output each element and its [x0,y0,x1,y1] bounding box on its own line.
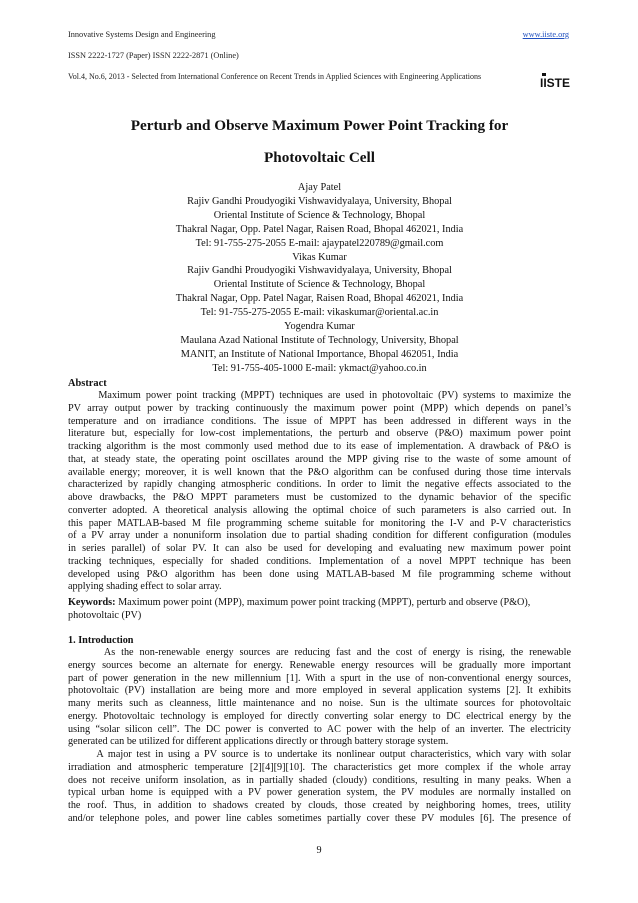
abstract-line: temperature and on irradiance conditions. The issue of MPPT has been addressed in different ways in the [68,415,571,427]
abstract-heading: Abstract [68,378,107,389]
author-line: Rajiv Gandhi Proudyogiki Vishwavidyalaya, University, Bhopal [187,195,452,207]
intro-line: photovoltaic (PV) installation are being more and more employed in several application systems [2]. It exhibits [68,685,571,697]
intro-line: energy. Photovoltaic technology is employed for directly converting solar energy to DC electrical energy by the [68,710,571,722]
abstract-line: tracking algorithm is the most commonly used method due to its ease of implementation. A drawback of P&O is [68,441,571,452]
abstract-line: available energy; moreover, it is well known that the P&O algorithm can be confused during those time intervals [68,466,571,478]
introduction-body [68,647,571,826]
abstract-line: tracking techniques, especially for shaded conditions. Implementation of a novel MPPT technique has been [68,555,571,567]
introduction-heading: 1. Introduction [68,635,134,646]
intro-line: many merits such as cleanness, little maintenance and no noise. Sun is the ultimate sources for photovoltaic [68,698,571,709]
abstract-line: Maximum power point tracking (MPPT) techniques are used in photovoltaic (PV) systems to maximize the [68,390,571,401]
abstract-line: above drawbacks, the P&O MPPT parameters must be customized to the dynamic behavior of the specific [68,492,571,503]
author-block [68,181,571,376]
intro-line: does not receive uniform insolation, as in partially shaded (cloudy) conditions, resulting in many peaks. When a [68,774,571,786]
paper-title-line-1: Perturb and Observe Maximum Power Point Tracking for [130,117,509,134]
abstract-line: in series parallel) of solar PV. It can also be used for developing and evaluating new maximum power point [68,543,571,554]
author-line: Tel: 91-755-405-1000 E-mail: ykmact@yahoo.co.in [212,362,427,374]
keywords-text: Maximum power point (MPP), maximum power point tracking (MPPT), perturb and observe (P&O), [115,597,531,608]
keywords-block [68,597,571,623]
abstract-line: developed using P&O algorithm has been done using MATLAB-based M file programming scheme without [68,568,571,580]
intro-line: typical urban home is equipped with a PV power generation system, the PV modules are normally installed on [68,787,571,799]
author-line: Maulana Azad National Institute of Technology, University, Bhopal [180,334,459,346]
author-line: Tel: 91-755-275-2055 E-mail: ajaypatel220789@gmail.com [195,237,444,249]
keywords-label: Keywords: [68,597,116,608]
intro-line: part of power generation in the new millennium [1]. With a spurt in the use of non-conventional energy sources, [68,672,571,684]
abstract-line: that, at steady state, the operating point oscillates around the MPP giving rise to the waste of some amount of [68,453,571,465]
volume-line: Vol.4, No.6, 2013 - Selected from International Conference on Recent Trends in Applied Sciences with Engineering Applications [68,72,482,81]
intro-line: As the non-renewable energy sources are reducing fast and the cost of energy is rising, the renewable [68,647,571,658]
intro-line: the roof. Thus, in addition to shadows created by clouds, those created by neighboring homes, trees, utility [68,800,571,811]
running-header [68,30,573,40]
abstract-body [68,390,571,594]
issn-line-wrap [68,51,573,61]
intro-line: energy sources become an alternate for energy. Renewable energy resources will be gradually more important [68,659,571,671]
author-line: Rajiv Gandhi Proudyogiki Vishwavidyalaya, University, Bhopal [187,265,452,277]
volume-line-wrap [68,72,536,82]
author-line: Oriental Institute of Science & Technology, Bhopal [213,209,426,221]
author-line: Yogendra Kumar [284,321,355,333]
abstract-line: literature but, especially for low-cost implementations, the perturb and observe (P&O) maximum power point [68,428,571,440]
abstract-line: this paper MATLAB-based M file programming scheme suitable for monitoring the I-V and P-V characteristics [68,517,571,529]
author-line: Thakral Nagar, Opp. Patel Nagar, Raisen Road, Bhopal 462021, India [175,223,464,235]
intro-line: generated can be utilized for different applications directly or through battery storage system. [68,736,449,748]
page-number: 9 [316,845,322,856]
abstract-line: characterized by rapidly changing atmospheric conditions. In order to limit the negative effects associated to the [68,479,571,491]
author-line: Tel: 91-755-275-2055 E-mail: vikaskumar@oriental.ac.in [200,307,439,319]
svg-text:IISTE: IISTE [540,76,570,90]
abstract-line: of a PV array under a nonuniform insolation due to partial shading condition for different configuration (modules [68,530,571,542]
issn-line: ISSN 2222-1727 (Paper) ISSN 2222-2871 (Online) [68,51,239,60]
author-line: Thakral Nagar, Opp. Patel Nagar, Raisen Road, Bhopal 462021, India [175,293,464,305]
author-line: Vikas Kumar [292,251,347,263]
intro-line: and/or telephone poles, and power line cables sometimes partially cover these PV modules [6]. The presence of [68,812,571,824]
intro-line: using “solar silicon cell”. The DC power is converted to AC power with the help of an inverter. The electricity [68,723,571,735]
abstract-line: PV array output power by tracking continuously the maximum power point (MPP) which depends on panel’s [68,402,571,414]
keywords-text-line-2: photovoltaic (PV) [68,609,142,621]
abstract-line: converter adopted. A theoretical analysis allowing the optimal choice of such parameters is also carried out. In [68,504,571,516]
iiste-logo-icon [540,73,570,91]
author-line: Ajay Patel [297,182,342,193]
author-line: Oriental Institute of Science & Technology, Bhopal [213,279,426,291]
paper-title-line-2: Photovoltaic Cell [264,149,375,166]
author-line: MANIT, an Institute of National Importance, Bhopal 462051, India [180,348,459,360]
intro-line: irradiation and atmospheric temperature [2][4][9][10]. The characteristics get more complex if the whole array [68,761,571,773]
intro-line: A major test in using a PV source is to undertake its nonlinear output characteristics, which vary with solar [68,749,571,760]
abstract-line: applying shading effect to solar array. [68,581,222,593]
journal-name: Innovative Systems Design and Engineering [68,30,216,39]
journal-url-link[interactable]: www.iiste.org [522,30,569,39]
